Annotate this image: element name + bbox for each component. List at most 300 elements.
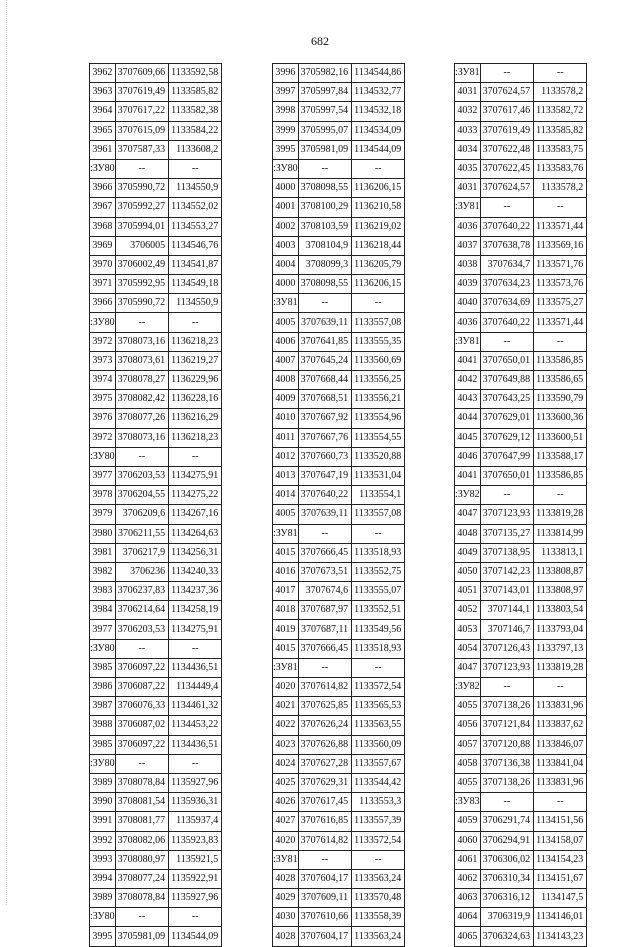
y-coordinate-cell: 1134550,9 xyxy=(169,294,222,313)
x-coordinate-cell: 3707640,22 xyxy=(480,313,534,332)
x-coordinate-cell: -- xyxy=(298,658,352,677)
point-number-cell: 4047 xyxy=(455,658,481,677)
point-number-cell: :ЗУ81 xyxy=(455,64,481,83)
table-row xyxy=(273,428,405,447)
y-coordinate-cell: 1135927,96 xyxy=(169,889,222,908)
table-row xyxy=(273,735,405,754)
point-number-cell: 4039 xyxy=(455,275,481,294)
table-row xyxy=(273,390,405,409)
y-coordinate-cell: 1134147,5 xyxy=(534,889,587,908)
point-number-cell: 4043 xyxy=(455,390,481,409)
point-number-cell: 3984 xyxy=(90,601,116,620)
point-number-cell: :ЗУ83 xyxy=(455,793,481,812)
x-coordinate-cell: 3706203,53 xyxy=(115,466,169,485)
point-number-cell: 3995 xyxy=(90,927,116,946)
point-number-cell: 3961 xyxy=(90,140,116,159)
point-number-cell: :ЗУ82 xyxy=(455,678,481,697)
x-coordinate-cell: -- xyxy=(115,754,169,773)
y-coordinate-cell: 1134264,63 xyxy=(169,524,222,543)
point-number-cell: 4048 xyxy=(455,524,481,543)
point-number-cell: 4057 xyxy=(455,735,481,754)
table-row xyxy=(90,543,222,562)
x-coordinate-cell: 3707629,12 xyxy=(480,428,534,447)
table-row xyxy=(90,793,222,812)
point-number-cell: 4020 xyxy=(273,678,299,697)
table-row xyxy=(90,754,222,773)
y-coordinate-cell: 1134549,18 xyxy=(169,275,222,294)
x-coordinate-cell: 3708081,54 xyxy=(115,793,169,812)
point-number-cell: 4064 xyxy=(455,908,481,927)
point-number-cell: 4061 xyxy=(455,850,481,869)
x-coordinate-cell: 3707614,82 xyxy=(298,831,352,850)
table-row xyxy=(273,102,405,121)
table-row xyxy=(90,179,222,198)
table-row xyxy=(455,754,587,773)
x-coordinate-cell: 3708082,06 xyxy=(115,831,169,850)
table-row xyxy=(273,64,405,83)
y-coordinate-cell: 1133608,2 xyxy=(169,140,222,159)
table-row xyxy=(273,773,405,792)
x-coordinate-cell: 3706204,55 xyxy=(115,486,169,505)
table-row xyxy=(455,275,587,294)
x-coordinate-cell: -- xyxy=(480,793,534,812)
point-number-cell: :ЗУ81 xyxy=(273,850,299,869)
y-coordinate-cell: -- xyxy=(169,313,222,332)
y-coordinate-cell: 1133555,07 xyxy=(352,582,405,601)
point-number-cell: 4030 xyxy=(273,908,299,927)
table-row xyxy=(273,83,405,102)
y-coordinate-cell: 1134449,4 xyxy=(169,678,222,697)
point-number-cell: :ЗУ81 xyxy=(455,198,481,217)
table-row xyxy=(273,562,405,581)
table-row xyxy=(90,236,222,255)
point-number-cell: 4029 xyxy=(273,889,299,908)
y-coordinate-cell: 1134550,9 xyxy=(169,179,222,198)
page-edge-line xyxy=(6,0,7,905)
x-coordinate-cell: 3708077,26 xyxy=(115,409,169,428)
table-row xyxy=(90,658,222,677)
table-row xyxy=(455,409,587,428)
x-coordinate-cell: 3707660,73 xyxy=(298,447,352,466)
table-row xyxy=(455,812,587,831)
table-row xyxy=(90,524,222,543)
point-number-cell: 3999 xyxy=(273,121,299,140)
table-row xyxy=(455,83,587,102)
x-coordinate-cell: 3706005 xyxy=(115,236,169,255)
table-row xyxy=(273,294,405,313)
x-coordinate-cell: 3707625,85 xyxy=(298,697,352,716)
x-coordinate-cell: 3705982,16 xyxy=(298,64,352,83)
y-coordinate-cell: -- xyxy=(169,447,222,466)
y-coordinate-cell: 1133531,04 xyxy=(352,466,405,485)
table-row xyxy=(455,486,587,505)
x-coordinate-cell: 3708080,97 xyxy=(115,850,169,869)
point-number-cell: 4014 xyxy=(273,486,299,505)
x-coordinate-cell: 3706203,53 xyxy=(115,620,169,639)
table-row xyxy=(455,697,587,716)
y-coordinate-cell: -- xyxy=(534,198,587,217)
table-row xyxy=(90,773,222,792)
table-row xyxy=(455,332,587,351)
y-coordinate-cell: 1133585,82 xyxy=(534,121,587,140)
x-coordinate-cell: 3705997,54 xyxy=(298,102,352,121)
y-coordinate-cell: 1133586,65 xyxy=(534,371,587,390)
y-coordinate-cell: 1133558,39 xyxy=(352,908,405,927)
x-coordinate-cell: 3707640,22 xyxy=(480,217,534,236)
point-number-cell: 3985 xyxy=(90,735,116,754)
x-coordinate-cell: 3707614,82 xyxy=(298,678,352,697)
x-coordinate-cell: -- xyxy=(115,908,169,927)
x-coordinate-cell: 3708073,61 xyxy=(115,351,169,370)
point-number-cell: 4017 xyxy=(273,582,299,601)
x-coordinate-cell: -- xyxy=(480,678,534,697)
y-coordinate-cell: 1133560,09 xyxy=(352,735,405,754)
x-coordinate-cell: 3707673,51 xyxy=(298,562,352,581)
y-coordinate-cell: 1134151,56 xyxy=(534,812,587,831)
x-coordinate-cell: 3708099,3 xyxy=(298,255,352,274)
point-number-cell: :ЗУ80 xyxy=(90,313,116,332)
point-number-cell: :ЗУ81 xyxy=(273,294,299,313)
x-coordinate-cell: 3707616,85 xyxy=(298,812,352,831)
table-row xyxy=(455,428,587,447)
point-number-cell: 3970 xyxy=(90,255,116,274)
x-coordinate-cell: -- xyxy=(480,198,534,217)
y-coordinate-cell: 1134275,91 xyxy=(169,466,222,485)
x-coordinate-cell: -- xyxy=(298,850,352,869)
y-coordinate-cell: -- xyxy=(534,64,587,83)
table-row xyxy=(90,678,222,697)
table-row xyxy=(90,735,222,754)
y-coordinate-cell: 1134146,01 xyxy=(534,908,587,927)
y-coordinate-cell: 1133563,55 xyxy=(352,716,405,735)
point-number-cell: 4000 xyxy=(273,275,299,294)
point-number-cell: 4058 xyxy=(455,754,481,773)
point-number-cell: 3987 xyxy=(90,697,116,716)
table-row xyxy=(90,601,222,620)
y-coordinate-cell: 1133571,76 xyxy=(534,255,587,274)
point-number-cell: 4031 xyxy=(455,83,481,102)
y-coordinate-cell: -- xyxy=(352,524,405,543)
x-coordinate-cell: 3706236 xyxy=(115,562,169,581)
y-coordinate-cell: 1133573,76 xyxy=(534,275,587,294)
x-coordinate-cell: 3708098,55 xyxy=(298,275,352,294)
x-coordinate-cell: 3707617,46 xyxy=(480,102,534,121)
y-coordinate-cell: 1133586,85 xyxy=(534,466,587,485)
y-coordinate-cell: 1134154,23 xyxy=(534,850,587,869)
table-row xyxy=(273,678,405,697)
y-coordinate-cell: 1133549,56 xyxy=(352,620,405,639)
y-coordinate-cell: 1133583,76 xyxy=(534,159,587,178)
y-coordinate-cell: 1136219,02 xyxy=(352,217,405,236)
x-coordinate-cell: 3708078,84 xyxy=(115,773,169,792)
x-coordinate-cell: 3707610,66 xyxy=(298,908,352,927)
table-row xyxy=(90,428,222,447)
x-coordinate-cell: 3707619,49 xyxy=(480,121,534,140)
point-number-cell: 3967 xyxy=(90,198,116,217)
point-number-cell: 3994 xyxy=(90,869,116,888)
table-row xyxy=(455,371,587,390)
x-coordinate-cell: 3707650,01 xyxy=(480,351,534,370)
x-coordinate-cell: 3707666,45 xyxy=(298,639,352,658)
x-coordinate-cell: 3707634,7 xyxy=(480,255,534,274)
point-number-cell: 4051 xyxy=(455,582,481,601)
table-row xyxy=(455,447,587,466)
point-number-cell: 3998 xyxy=(273,102,299,121)
point-number-cell: 4042 xyxy=(455,371,481,390)
x-coordinate-cell: 3707626,24 xyxy=(298,716,352,735)
table-row xyxy=(90,716,222,735)
y-coordinate-cell: 1133556,25 xyxy=(352,371,405,390)
x-coordinate-cell: 3705997,84 xyxy=(298,83,352,102)
table-row xyxy=(455,351,587,370)
point-number-cell: 3991 xyxy=(90,812,116,831)
y-coordinate-cell: 1133585,82 xyxy=(169,83,222,102)
table-row xyxy=(90,64,222,83)
point-number-cell: 4004 xyxy=(273,255,299,274)
y-coordinate-cell: 1136210,58 xyxy=(352,198,405,217)
table-row xyxy=(455,678,587,697)
y-coordinate-cell: -- xyxy=(534,332,587,351)
x-coordinate-cell: 3707626,88 xyxy=(298,735,352,754)
x-coordinate-cell: 3706214,64 xyxy=(115,601,169,620)
table-row xyxy=(273,850,405,869)
y-coordinate-cell: 1134544,09 xyxy=(352,140,405,159)
point-number-cell: :ЗУ80 xyxy=(90,754,116,773)
x-coordinate-cell: 3706097,22 xyxy=(115,735,169,754)
y-coordinate-cell: 1136206,15 xyxy=(352,179,405,198)
table-row xyxy=(455,927,587,946)
table-row xyxy=(90,198,222,217)
x-coordinate-cell: 3708077,24 xyxy=(115,869,169,888)
y-coordinate-cell: 1134534,09 xyxy=(352,121,405,140)
point-number-cell: 3965 xyxy=(90,121,116,140)
table-row xyxy=(90,255,222,274)
y-coordinate-cell: -- xyxy=(169,639,222,658)
x-coordinate-cell: 3706237,83 xyxy=(115,582,169,601)
x-coordinate-cell: 3707667,92 xyxy=(298,409,352,428)
y-coordinate-cell: 1133555,35 xyxy=(352,332,405,351)
table-row xyxy=(455,658,587,677)
x-coordinate-cell: 3706087,22 xyxy=(115,678,169,697)
table-row xyxy=(273,524,405,543)
y-coordinate-cell: 1134267,16 xyxy=(169,505,222,524)
table-row xyxy=(273,409,405,428)
point-number-cell: 4021 xyxy=(273,697,299,716)
table-row xyxy=(273,447,405,466)
x-coordinate-cell: 3707123,93 xyxy=(480,658,534,677)
coordinate-table-left xyxy=(89,63,222,947)
point-number-cell: 4002 xyxy=(273,217,299,236)
point-number-cell: 4034 xyxy=(455,140,481,159)
y-coordinate-cell: 1133831,96 xyxy=(534,773,587,792)
x-coordinate-cell: 3707138,26 xyxy=(480,697,534,716)
point-number-cell: 4041 xyxy=(455,466,481,485)
table-row xyxy=(273,793,405,812)
x-coordinate-cell: 3708104,9 xyxy=(298,236,352,255)
point-number-cell: 4053 xyxy=(455,620,481,639)
y-coordinate-cell: 1133600,51 xyxy=(534,428,587,447)
point-number-cell: 3972 xyxy=(90,428,116,447)
point-number-cell: 3989 xyxy=(90,773,116,792)
point-number-cell: 4008 xyxy=(273,371,299,390)
y-coordinate-cell: 1133557,67 xyxy=(352,754,405,773)
y-coordinate-cell: 1133846,07 xyxy=(534,735,587,754)
point-number-cell: 4006 xyxy=(273,332,299,351)
point-number-cell: 4001 xyxy=(273,198,299,217)
point-number-cell: 4060 xyxy=(455,831,481,850)
y-coordinate-cell: 1136205,79 xyxy=(352,255,405,274)
table-row xyxy=(273,620,405,639)
y-coordinate-cell: 1135937,4 xyxy=(169,812,222,831)
table-row xyxy=(455,102,587,121)
point-number-cell: 4049 xyxy=(455,543,481,562)
x-coordinate-cell: 3707587,33 xyxy=(115,140,169,159)
point-number-cell: 4010 xyxy=(273,409,299,428)
point-number-cell: 4062 xyxy=(455,869,481,888)
table-row xyxy=(455,869,587,888)
x-coordinate-cell: 3706211,55 xyxy=(115,524,169,543)
point-number-cell: 3968 xyxy=(90,217,116,236)
x-coordinate-cell: 3707645,24 xyxy=(298,351,352,370)
table-row xyxy=(273,505,405,524)
point-number-cell: 4011 xyxy=(273,428,299,447)
y-coordinate-cell: 1133571,44 xyxy=(534,313,587,332)
table-row xyxy=(90,332,222,351)
y-coordinate-cell: 1134532,18 xyxy=(352,102,405,121)
x-coordinate-cell: 3705992,27 xyxy=(115,198,169,217)
y-coordinate-cell: 1135927,96 xyxy=(169,773,222,792)
point-number-cell: 4036 xyxy=(455,313,481,332)
point-number-cell: 3973 xyxy=(90,351,116,370)
y-coordinate-cell: 1133572,54 xyxy=(352,678,405,697)
point-number-cell: 3996 xyxy=(273,64,299,83)
point-number-cell: :ЗУ80 xyxy=(90,447,116,466)
y-coordinate-cell: 1133563,24 xyxy=(352,927,405,946)
y-coordinate-cell: 1133571,44 xyxy=(534,217,587,236)
table-row xyxy=(273,869,405,888)
table-row xyxy=(90,562,222,581)
x-coordinate-cell: 3707643,25 xyxy=(480,390,534,409)
point-number-cell: 3975 xyxy=(90,390,116,409)
point-number-cell: 4050 xyxy=(455,562,481,581)
y-coordinate-cell: 1135921,5 xyxy=(169,850,222,869)
point-number-cell: 4026 xyxy=(273,793,299,812)
table-row xyxy=(455,908,587,927)
table-row xyxy=(90,390,222,409)
x-coordinate-cell: 3707138,26 xyxy=(480,773,534,792)
point-number-cell: 3983 xyxy=(90,582,116,601)
table-row xyxy=(90,620,222,639)
y-coordinate-cell: 1133557,08 xyxy=(352,313,405,332)
x-coordinate-cell: 3707126,43 xyxy=(480,639,534,658)
table-row xyxy=(455,294,587,313)
y-coordinate-cell: 1134237,36 xyxy=(169,582,222,601)
point-number-cell: 3995 xyxy=(273,140,299,159)
y-coordinate-cell: -- xyxy=(534,793,587,812)
x-coordinate-cell: 3706217,9 xyxy=(115,543,169,562)
x-coordinate-cell: 3707609,11 xyxy=(298,889,352,908)
table-row xyxy=(455,217,587,236)
x-coordinate-cell: 3707617,22 xyxy=(115,102,169,121)
x-coordinate-cell: 3707121,84 xyxy=(480,716,534,735)
x-coordinate-cell: 3708081,77 xyxy=(115,812,169,831)
point-number-cell: 4009 xyxy=(273,390,299,409)
point-number-cell: :ЗУ81 xyxy=(273,524,299,543)
point-number-cell: 4031 xyxy=(455,179,481,198)
y-coordinate-cell: 1133556,21 xyxy=(352,390,405,409)
y-coordinate-cell: 1133583,75 xyxy=(534,140,587,159)
x-coordinate-cell: 3706294,91 xyxy=(480,831,534,850)
point-number-cell: 4040 xyxy=(455,294,481,313)
y-coordinate-cell: 1133554,1 xyxy=(352,486,405,505)
y-coordinate-cell: -- xyxy=(169,159,222,178)
x-coordinate-cell: 3707136,38 xyxy=(480,754,534,773)
table-row xyxy=(455,543,587,562)
y-coordinate-cell: 1133841,04 xyxy=(534,754,587,773)
y-coordinate-cell: 1133554,55 xyxy=(352,428,405,447)
point-number-cell: 4059 xyxy=(455,812,481,831)
y-coordinate-cell: 1135936,31 xyxy=(169,793,222,812)
x-coordinate-cell: 3707144,1 xyxy=(480,601,534,620)
y-coordinate-cell: 1133831,96 xyxy=(534,697,587,716)
x-coordinate-cell: 3707622,48 xyxy=(480,140,534,159)
y-coordinate-cell: 1133592,58 xyxy=(169,64,222,83)
y-coordinate-cell: 1133578,2 xyxy=(534,179,587,198)
x-coordinate-cell: 3708103,59 xyxy=(298,217,352,236)
table-row xyxy=(90,371,222,390)
table-row xyxy=(455,236,587,255)
x-coordinate-cell: 3707666,45 xyxy=(298,543,352,562)
x-coordinate-cell: 3706076,33 xyxy=(115,697,169,716)
y-coordinate-cell: 1133520,88 xyxy=(352,447,405,466)
table-row xyxy=(273,159,405,178)
y-coordinate-cell: 1134151,67 xyxy=(534,869,587,888)
point-number-cell: 4055 xyxy=(455,773,481,792)
point-number-cell: 4022 xyxy=(273,716,299,735)
table-row xyxy=(273,332,405,351)
y-coordinate-cell: 1134544,09 xyxy=(169,927,222,946)
point-number-cell: 3972 xyxy=(90,332,116,351)
point-number-cell: 4055 xyxy=(455,697,481,716)
table-row xyxy=(455,64,587,83)
point-number-cell: 4007 xyxy=(273,351,299,370)
table-row xyxy=(273,658,405,677)
x-coordinate-cell: 3707638,78 xyxy=(480,236,534,255)
x-coordinate-cell: -- xyxy=(115,159,169,178)
table-row xyxy=(273,121,405,140)
y-coordinate-cell: 1136218,23 xyxy=(169,428,222,447)
x-coordinate-cell: 3707615,09 xyxy=(115,121,169,140)
table-row xyxy=(90,697,222,716)
point-number-cell: 4035 xyxy=(455,159,481,178)
y-coordinate-cell: 1133584,22 xyxy=(169,121,222,140)
x-coordinate-cell: 3705995,07 xyxy=(298,121,352,140)
point-number-cell: 4037 xyxy=(455,236,481,255)
point-number-cell: 3971 xyxy=(90,275,116,294)
table-row xyxy=(90,351,222,370)
x-coordinate-cell: 3707146,7 xyxy=(480,620,534,639)
table-row xyxy=(273,831,405,850)
y-coordinate-cell: -- xyxy=(352,658,405,677)
point-number-cell: 4044 xyxy=(455,409,481,428)
x-coordinate-cell: 3706002,49 xyxy=(115,255,169,274)
point-number-cell: 3989 xyxy=(90,889,116,908)
y-coordinate-cell: 1133582,72 xyxy=(534,102,587,121)
point-number-cell: 3978 xyxy=(90,486,116,505)
point-number-cell: 3974 xyxy=(90,371,116,390)
x-coordinate-cell: 3708100,29 xyxy=(298,198,352,217)
x-coordinate-cell: 3707674,6 xyxy=(298,582,352,601)
